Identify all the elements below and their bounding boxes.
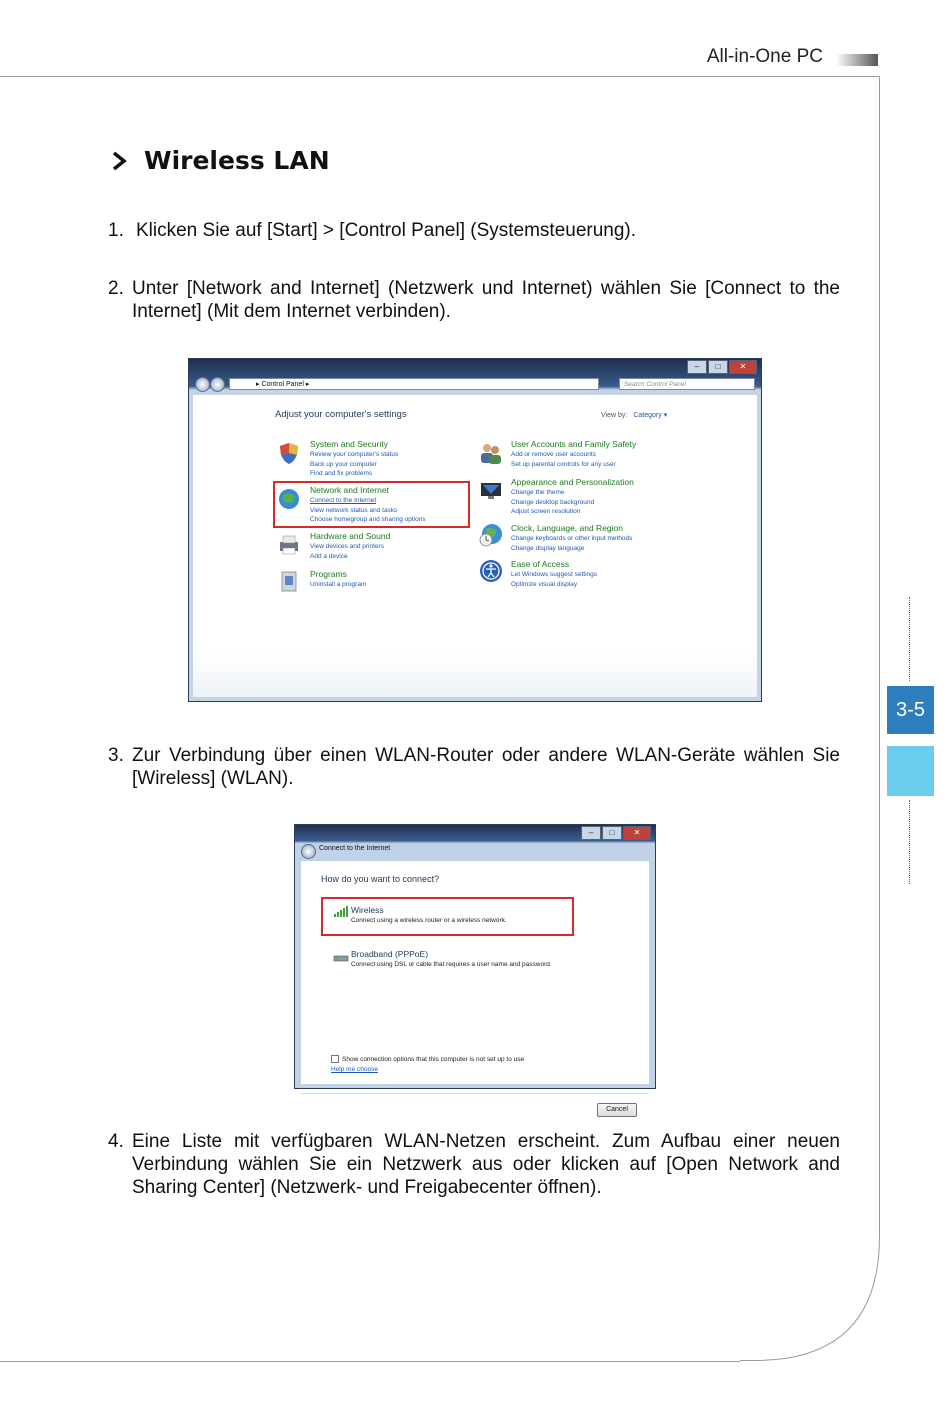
category-programs bbox=[310, 569, 366, 590]
category-appearance bbox=[511, 477, 634, 517]
shield-icon bbox=[277, 441, 301, 465]
back-icon[interactable] bbox=[301, 844, 316, 859]
checkbox-box[interactable] bbox=[331, 1055, 339, 1063]
step-text: Unter [Network and Internet] (Netzwerk und Internet) wählen Sie [Connect to the Internet] (Mit dem Internet verbinden). bbox=[132, 278, 840, 322]
back-icon[interactable] bbox=[195, 377, 210, 392]
maximize-icon[interactable]: □ bbox=[708, 360, 728, 374]
connect-to-internet-link[interactable]: Connect to the Internet bbox=[310, 497, 377, 504]
broadband-icon bbox=[333, 953, 349, 963]
category-title[interactable]: Appearance and Personalization bbox=[511, 477, 634, 487]
control-panel-window bbox=[188, 358, 762, 702]
dialog-body bbox=[301, 861, 649, 1113]
window-titlebar bbox=[189, 359, 761, 391]
category-title[interactable]: Ease of Access bbox=[511, 559, 570, 569]
checkbox-label: Show connection options that this computer is not set up to use bbox=[342, 1055, 525, 1063]
users-icon bbox=[479, 441, 503, 465]
category-link[interactable]: Choose homegroup and sharing options bbox=[310, 516, 426, 523]
cancel-button[interactable]: Cancel bbox=[597, 1103, 637, 1117]
step-number: 3. bbox=[108, 745, 124, 766]
category-link[interactable]: Uninstall a program bbox=[310, 581, 367, 588]
page-frame-right bbox=[879, 76, 880, 1236]
section-title-text: Wireless LAN bbox=[144, 146, 330, 175]
step-2 bbox=[108, 277, 840, 323]
connect-dialog-window bbox=[294, 824, 656, 1113]
ease-of-access-icon bbox=[479, 559, 503, 583]
category-link[interactable]: Review your computer's status bbox=[310, 451, 399, 458]
category-title[interactable]: Programs bbox=[310, 569, 347, 579]
side-dotted-line-top bbox=[909, 597, 910, 681]
category-link[interactable]: Find and fix problems bbox=[310, 470, 373, 477]
step-text: Zur Verbindung über einen WLAN-Router oder andere WLAN-Geräte wählen Sie [Wireless] (WLAN). bbox=[132, 745, 840, 789]
category-title[interactable]: Hardware and Sound bbox=[310, 531, 391, 541]
help-me-choose-link[interactable]: Help me choose bbox=[331, 1066, 378, 1073]
category-link[interactable]: Add or remove user accounts bbox=[511, 451, 596, 458]
category-title[interactable]: Clock, Language, and Region bbox=[511, 523, 623, 533]
close-icon[interactable]: ✕ bbox=[729, 360, 757, 374]
option-title: Wireless bbox=[351, 905, 384, 915]
category-link[interactable]: Set up parental controls for any user bbox=[511, 460, 616, 468]
minimize-icon[interactable]: – bbox=[687, 360, 707, 374]
clock-globe-icon bbox=[479, 523, 503, 547]
maximize-icon[interactable]: □ bbox=[602, 826, 622, 840]
option-broadband[interactable] bbox=[351, 949, 552, 969]
close-icon[interactable]: ✕ bbox=[623, 826, 651, 840]
window-controls bbox=[686, 360, 757, 374]
show-options-checkbox[interactable] bbox=[331, 1055, 524, 1063]
step-number: 4. bbox=[108, 1131, 124, 1152]
category-link[interactable]: Change desktop background bbox=[511, 498, 595, 506]
view-by-label: View by: bbox=[601, 412, 628, 419]
category-ease-of-access bbox=[511, 559, 597, 589]
printer-icon bbox=[277, 533, 301, 557]
chevron-right-icon bbox=[110, 151, 136, 171]
step-3 bbox=[108, 744, 840, 790]
step-4 bbox=[108, 1130, 840, 1199]
step-number: 2. bbox=[108, 278, 124, 299]
category-link[interactable]: Add a device bbox=[310, 552, 348, 560]
page-frame-bottom bbox=[0, 1361, 740, 1362]
option-description: Connect using a wireless router or a wireless network. bbox=[351, 917, 507, 924]
category-link[interactable]: Change the theme bbox=[511, 489, 565, 496]
category-link[interactable]: Change display language bbox=[511, 544, 585, 552]
forward-icon[interactable] bbox=[210, 377, 225, 392]
step-text: Klicken Sie auf [Start] > [Control Panel] (Systemsteuerung). bbox=[136, 220, 637, 241]
category-link[interactable]: Back up your computer bbox=[310, 460, 377, 468]
window-controls bbox=[580, 826, 651, 840]
dialog-question: How do you want to connect? bbox=[321, 874, 440, 884]
category-hardware-sound bbox=[310, 531, 390, 561]
category-link[interactable]: View devices and printers bbox=[310, 543, 384, 550]
step-text: Eine Liste mit verfügbaren WLAN-Netzen erscheint. Zum Aufbau einer neuen Verbindung wählen Sie ein Netzwerk aus oder klicken auf [Open Network and Sharing Center] (Netzwerk- und Freigabecenter öffnen). bbox=[132, 1131, 840, 1198]
page-frame-corner bbox=[740, 1221, 880, 1361]
category-link[interactable]: Adjust screen resolution bbox=[511, 508, 581, 515]
address-text: Control Panel bbox=[261, 381, 304, 388]
side-color-tab bbox=[887, 746, 934, 796]
side-dotted-line-bottom bbox=[909, 800, 910, 884]
page-number-tab: 3-5 bbox=[887, 686, 934, 734]
category-link[interactable]: Change keyboards or other input methods bbox=[511, 535, 633, 542]
category-title[interactable]: System and Security bbox=[310, 439, 388, 449]
view-by-value[interactable]: Category ▾ bbox=[633, 412, 668, 419]
category-clock-language bbox=[511, 523, 632, 553]
step-1 bbox=[108, 219, 840, 242]
search-placeholder: Search Control Panel bbox=[624, 381, 686, 388]
dialog-title: Connect to the Internet bbox=[319, 845, 391, 852]
control-panel-heading: Adjust your computer's settings bbox=[275, 409, 407, 420]
dialog-footer bbox=[301, 1093, 649, 1094]
section-title bbox=[110, 146, 330, 175]
header-gradient-bar bbox=[836, 54, 878, 66]
category-system-security bbox=[310, 439, 398, 479]
category-title[interactable]: Network and Internet bbox=[310, 485, 389, 495]
category-link[interactable]: Let Windows suggest settings bbox=[511, 571, 597, 578]
page-frame-top bbox=[0, 76, 880, 77]
minimize-icon[interactable]: – bbox=[581, 826, 601, 840]
monitor-icon bbox=[479, 479, 503, 503]
dialog-titlebar bbox=[295, 825, 655, 857]
control-panel-body bbox=[193, 395, 757, 697]
step-number: 1. bbox=[108, 220, 124, 241]
option-description: Connect using DSL or cable that requires a user name and password. bbox=[351, 961, 552, 968]
option-title: Broadband (PPPoE) bbox=[351, 949, 429, 959]
view-by[interactable] bbox=[601, 411, 667, 419]
category-link[interactable]: Optimize visual display bbox=[511, 580, 578, 588]
header-product-name: All-in-One PC bbox=[706, 46, 823, 67]
category-title[interactable]: User Accounts and Family Safety bbox=[511, 439, 637, 449]
category-user-accounts bbox=[511, 439, 636, 469]
programs-icon bbox=[277, 569, 301, 593]
highlight-box bbox=[321, 897, 574, 936]
search-input[interactable] bbox=[619, 378, 755, 390]
highlight-box bbox=[273, 481, 470, 528]
category-link[interactable]: View network status and tasks bbox=[310, 506, 398, 514]
address-bar[interactable]: ▸ Control Panel ▸ bbox=[229, 378, 599, 390]
